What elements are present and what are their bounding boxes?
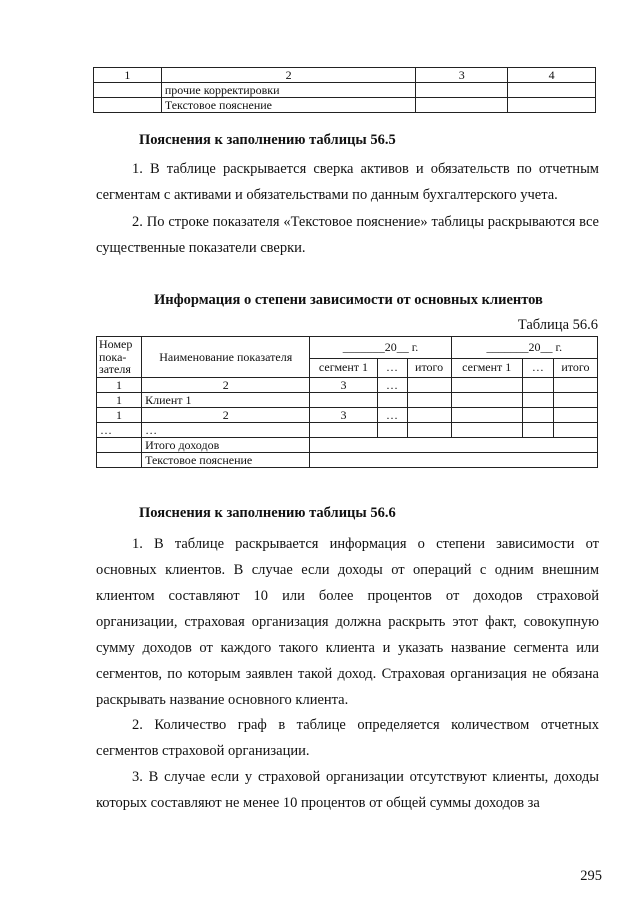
table-cell: 2 xyxy=(142,378,310,393)
table-cell: 1 xyxy=(97,408,142,423)
table-cell xyxy=(416,83,508,98)
table-header-row xyxy=(94,68,596,83)
column-header-segment: сегмент 1 xyxy=(451,358,522,377)
table-cell: 1 xyxy=(94,68,162,83)
table-cell xyxy=(553,378,597,393)
table-cell xyxy=(407,423,451,438)
paragraph-text: 1. В таблице раскрывается сверка активов и обязательств по отчетным сегментам с активами и обязательствами по данным бухгалтерского учета. xyxy=(96,161,599,203)
paragraph xyxy=(96,156,599,208)
table-cell xyxy=(310,423,377,438)
column-header-dots: … xyxy=(522,358,553,377)
column-header-year: _______20__ г. xyxy=(310,337,451,359)
table-cell: 4 xyxy=(508,68,596,83)
column-header-name: Наименование показателя xyxy=(142,337,310,378)
table-title: Информация о степени зависимости от основных клиентов xyxy=(154,292,543,308)
section-heading-56-5: Пояснения к заполнению таблицы 56.5 xyxy=(139,132,396,148)
table-cell xyxy=(522,378,553,393)
table-cell: … xyxy=(142,423,310,438)
table-cell xyxy=(377,423,407,438)
table-cell: … xyxy=(377,408,407,423)
table-cell xyxy=(97,453,142,468)
column-header-number: Номер пока-зателя xyxy=(97,337,142,378)
paragraph xyxy=(96,209,599,261)
table-cell: 3 xyxy=(310,378,377,393)
table-56-5-continuation xyxy=(93,67,596,113)
table-cell xyxy=(508,98,596,113)
table-cell xyxy=(451,408,522,423)
column-header-year: _______20__ г. xyxy=(451,337,597,359)
table-row xyxy=(97,438,598,453)
table-cell xyxy=(310,393,377,408)
table-cell xyxy=(94,98,162,113)
table-cell: Текстовое пояснение xyxy=(142,453,310,468)
table-row xyxy=(94,98,596,113)
table-cell xyxy=(451,423,522,438)
paragraph-text: 1. В таблице раскрывается информация о степени зависимости от основных клиентов. В случае если доходы от операций с одним внешним клиентом составляют 10 или более процентов от доходов страховой организации, страховая организация должна раскрыть этот факт, совокупную сумму доходов от каждого такого клиента и указать название сегмента или сегментов, по которым заявлен такой доход. Страховая организация не обязана раскрывать название основного клиента. xyxy=(96,536,599,708)
table-row xyxy=(97,453,598,468)
table-cell xyxy=(310,453,598,468)
table-cell xyxy=(377,393,407,408)
table-cell: прочие корректировки xyxy=(161,83,416,98)
table-cell: 3 xyxy=(310,408,377,423)
table-row xyxy=(97,408,598,423)
table-cell: Текстовое пояснение xyxy=(161,98,416,113)
table-cell: … xyxy=(97,423,142,438)
table-cell xyxy=(522,408,553,423)
table-cell: 2 xyxy=(161,68,416,83)
paragraph xyxy=(96,764,599,816)
table-cell xyxy=(553,408,597,423)
page-number: 295 xyxy=(580,868,602,884)
column-header-segment: сегмент 1 xyxy=(310,358,377,377)
table-cell xyxy=(407,393,451,408)
table-cell: … xyxy=(377,378,407,393)
table-cell xyxy=(553,423,597,438)
table-row xyxy=(94,83,596,98)
table-cell: 3 xyxy=(416,68,508,83)
table-cell xyxy=(553,393,597,408)
table-cell xyxy=(94,83,162,98)
table-56-6 xyxy=(96,336,598,468)
paragraph-text: 2. Количество граф в таблице определяется количеством отчетных сегментов страховой организации. xyxy=(96,717,599,759)
table-cell xyxy=(407,378,451,393)
table-cell: Итого доходов xyxy=(142,438,310,453)
table-cell xyxy=(451,393,522,408)
table-row xyxy=(97,423,598,438)
table-row xyxy=(97,378,598,393)
table-cell xyxy=(407,408,451,423)
table-cell xyxy=(451,378,522,393)
table-cell: 2 xyxy=(142,408,310,423)
paragraph xyxy=(96,712,599,764)
table-cell xyxy=(97,438,142,453)
table-caption: Таблица 56.6 xyxy=(517,317,598,333)
paragraph xyxy=(96,531,599,713)
table-cell: 1 xyxy=(97,378,142,393)
table-cell xyxy=(310,438,598,453)
section-heading-56-6: Пояснения к заполнению таблицы 56.6 xyxy=(139,505,396,521)
paragraph-text: 3. В случае если у страховой организации отсутствуют клиенты, доходы которых составляют не менее 10 процентов от общей суммы доходов за xyxy=(96,769,599,811)
paragraph-text: 2. По строке показателя «Текстовое пояснение» таблицы раскрываются все существенные показатели сверки. xyxy=(96,214,599,256)
table-cell: Клиент 1 xyxy=(142,393,310,408)
column-header-total: итого xyxy=(407,358,451,377)
table-cell xyxy=(522,393,553,408)
table-cell xyxy=(522,423,553,438)
table-header-row xyxy=(97,337,598,359)
table-cell: 1 xyxy=(97,393,142,408)
table-cell xyxy=(416,98,508,113)
table-cell xyxy=(508,83,596,98)
column-header-total: итого xyxy=(553,358,597,377)
table-row xyxy=(97,393,598,408)
column-header-dots: … xyxy=(377,358,407,377)
